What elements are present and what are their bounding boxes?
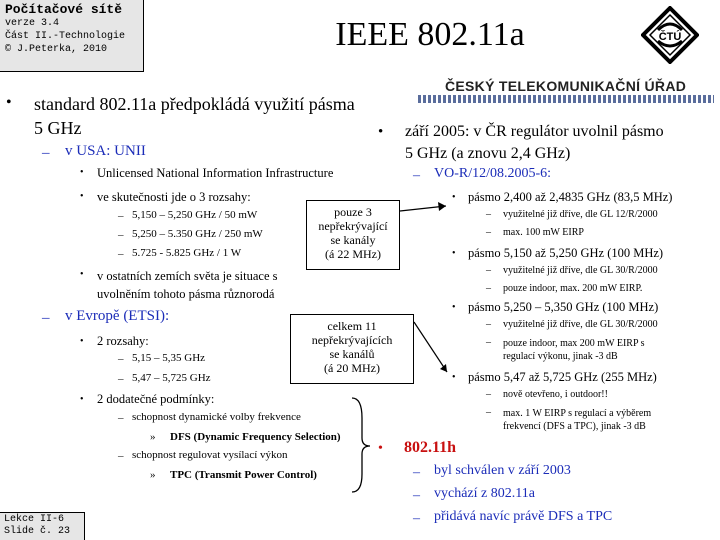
h-item-3: přidává navíc právě DFS a TPC [434, 509, 613, 524]
europe-range-1-dash: – [118, 353, 124, 365]
eu-arrowhead [440, 364, 447, 372]
h-item-2: vychází z 802.11a [434, 486, 535, 501]
course-version: verze 3.4 [5, 18, 60, 29]
europe-ranges-bullet: • [80, 336, 84, 347]
band-3-note-1: využitelné již dříve, dle GL 30/R/2000 [503, 319, 658, 330]
eu-callout-line-3: se kanálů [329, 347, 375, 361]
regulation-label: VO-R/12/08.2005-6: [434, 166, 552, 181]
ctu-emblem-text: ČTÚ [658, 31, 682, 43]
band-2-note-2-dash: – [486, 283, 491, 294]
condition-1-dash: – [118, 412, 124, 424]
right-main-bullet [405, 121, 664, 165]
europe-ranges-label: 2 rozsahy: [97, 334, 149, 348]
other-countries-line-2: uvolněním tohoto pásma různorodá [97, 287, 275, 301]
band-1-label: pásmo 2,400 až 2,4835 GHz (83,5 MHz) [468, 190, 673, 204]
slide-number: Slide č. 23 [4, 526, 71, 537]
band-4-note-2-dash: – [486, 407, 491, 418]
europe-dash: – [42, 310, 50, 326]
other-countries-line-1: v ostatních zemích světa je situace s [97, 269, 278, 283]
usa-range-1-dash: – [118, 210, 124, 222]
band-2-note-1-dash: – [486, 265, 491, 276]
band-4-bullet: • [452, 372, 456, 383]
course-author: © J.Peterka, 2010 [5, 44, 108, 55]
eu-channels-callout [290, 314, 414, 384]
h-item-1-dash: – [413, 465, 420, 480]
condition-1-marker: » [150, 431, 156, 443]
eu-callout-line-4: (á 20 MHz) [324, 361, 380, 375]
condition-1: schopnost dynamické volby frekvence [132, 411, 301, 423]
condition-2: schopnost regulovat vysílací výkon [132, 449, 288, 461]
ctu-org-name: ČESKÝ TELEKOMUNIKAČNÍ ÚŘAD [445, 78, 687, 94]
left-main-line-1: standard 802.11a předpokládá využití pásma [34, 94, 355, 114]
band-3-note-2-line-2: regulací výkonu, jinak -3 dB [503, 351, 618, 362]
usa-label: v USA: UNII [65, 143, 146, 159]
h-item-3-dash: – [413, 511, 420, 526]
band-1-note-2: max. 100 mW EIRP [503, 227, 584, 238]
band-2-note-1: využitelné již dříve, dle GL 30/R/2000 [503, 265, 658, 276]
course-title: Počítačové sítě [5, 2, 123, 17]
usa-range-1: 5,150 – 5,250 GHz / 50 mW [132, 209, 258, 221]
usa-range-2: 5,250 – 5.350 GHz / 250 mW [132, 228, 263, 240]
band-1-note-1-dash: – [486, 209, 491, 220]
usa-channels-callout [306, 200, 400, 270]
band-4-note-2-line-1: max. 1 W EIRP s regulací a výběrem [503, 408, 652, 419]
right-main-line-2: 5 GHz (a znovu 2,4 GHz) [405, 145, 571, 162]
right-bullet-marker: • [378, 124, 384, 140]
usa-range-3: 5.725 - 5.825 GHz / 1 W [132, 247, 242, 259]
usa-callout-line-3: se kanály [330, 233, 376, 247]
bracket-shape [352, 398, 370, 492]
band-3-label: pásmo 5,250 – 5,350 GHz (100 MHz) [468, 300, 659, 314]
band-2-note-2: pouze indoor, max. 200 mW EIRP. [503, 283, 643, 294]
eu-callout-arrow [414, 322, 447, 372]
condition-2-dash: – [118, 450, 124, 462]
right-main-line-1: září 2005: v ČR regulátor uvolnil pásmo [405, 123, 664, 140]
europe-range-2: 5,47 – 5,725 GHz [132, 372, 211, 384]
band-4-note-2-line-2: frekvencí (DFS a TPC), jinak -3 dB [503, 421, 646, 432]
band-2-bullet: • [452, 248, 456, 259]
band-3-note-2-dash: – [486, 337, 491, 348]
usa-range-3-dash: – [118, 248, 124, 260]
band-4-note-1: nově otevřeno, i outdoor!! [503, 389, 608, 400]
eu-callout-line-1: celkem 11 [327, 319, 377, 333]
usa-item-2-bullet: • [80, 191, 84, 202]
slide-info-box [0, 512, 85, 540]
regulation-dash: – [413, 168, 420, 183]
h-bullet-marker: • [378, 441, 383, 456]
left-bullet-marker: • [6, 94, 12, 111]
band-3-note-2-line-1: pouze indoor, max 200 mW EIRP s [503, 338, 645, 349]
course-part: Část II.-Technologie [5, 31, 126, 42]
h-title: 802.11h [404, 439, 457, 456]
band-3-bullet: • [452, 302, 456, 313]
band-3-note-1-dash: – [486, 319, 491, 330]
h-item-1: byl schválen v září 2003 [434, 463, 571, 478]
condition-2-detail: TPC (Transmit Power Control) [170, 469, 317, 481]
lecture-number: Lekce II-6 [4, 514, 65, 525]
conditions-bullet: • [80, 394, 84, 405]
usa-range-2-dash: – [118, 229, 124, 241]
band-3-note-2 [503, 337, 645, 363]
band-1-note-2-dash: – [486, 227, 491, 238]
eu-callout-line-2: nepřekrývajících [311, 333, 393, 347]
europe-range-2-dash: – [118, 373, 124, 385]
left-main-line-2: 5 GHz [34, 118, 82, 138]
condition-2-marker: » [150, 469, 156, 481]
h-item-2-dash: – [413, 488, 420, 503]
europe-label: v Evropě (ETSI): [65, 308, 170, 324]
europe-range-1: 5,15 – 5,35 GHz [132, 352, 206, 364]
usa-item-1: Unlicensed National Information Infrastructure [97, 166, 334, 180]
other-countries-bullet: • [80, 269, 84, 280]
usa-callout-line-2: nepřekrývající [318, 219, 388, 233]
slide-title: IEEE 802.11a [335, 16, 525, 53]
band-4-note-1-dash: – [486, 389, 491, 400]
band-4-note-2 [503, 407, 651, 433]
band-4-label: pásmo 5,47 až 5,725 GHz (255 MHz) [468, 370, 657, 384]
condition-1-detail: DFS (Dynamic Frequency Selection) [170, 431, 341, 443]
usa-callout-line-4: (á 22 MHz) [325, 247, 381, 261]
band-2-label: pásmo 5,150 až 5,250 GHz (100 MHz) [468, 246, 664, 260]
band-1-note-1: využitelné již dříve, dle GL 12/R/2000 [503, 209, 658, 220]
conditions-label: 2 dodatečné podmínky: [97, 392, 215, 406]
usa-dash: – [42, 145, 50, 161]
usa-callout-line-1: pouze 3 [334, 205, 372, 219]
usa-item-1-bullet: • [80, 167, 84, 178]
usa-arrowhead [438, 202, 446, 211]
usa-item-2: ve skutečnosti jde o 3 rozsahy: [97, 190, 251, 204]
band-1-bullet: • [452, 192, 456, 203]
